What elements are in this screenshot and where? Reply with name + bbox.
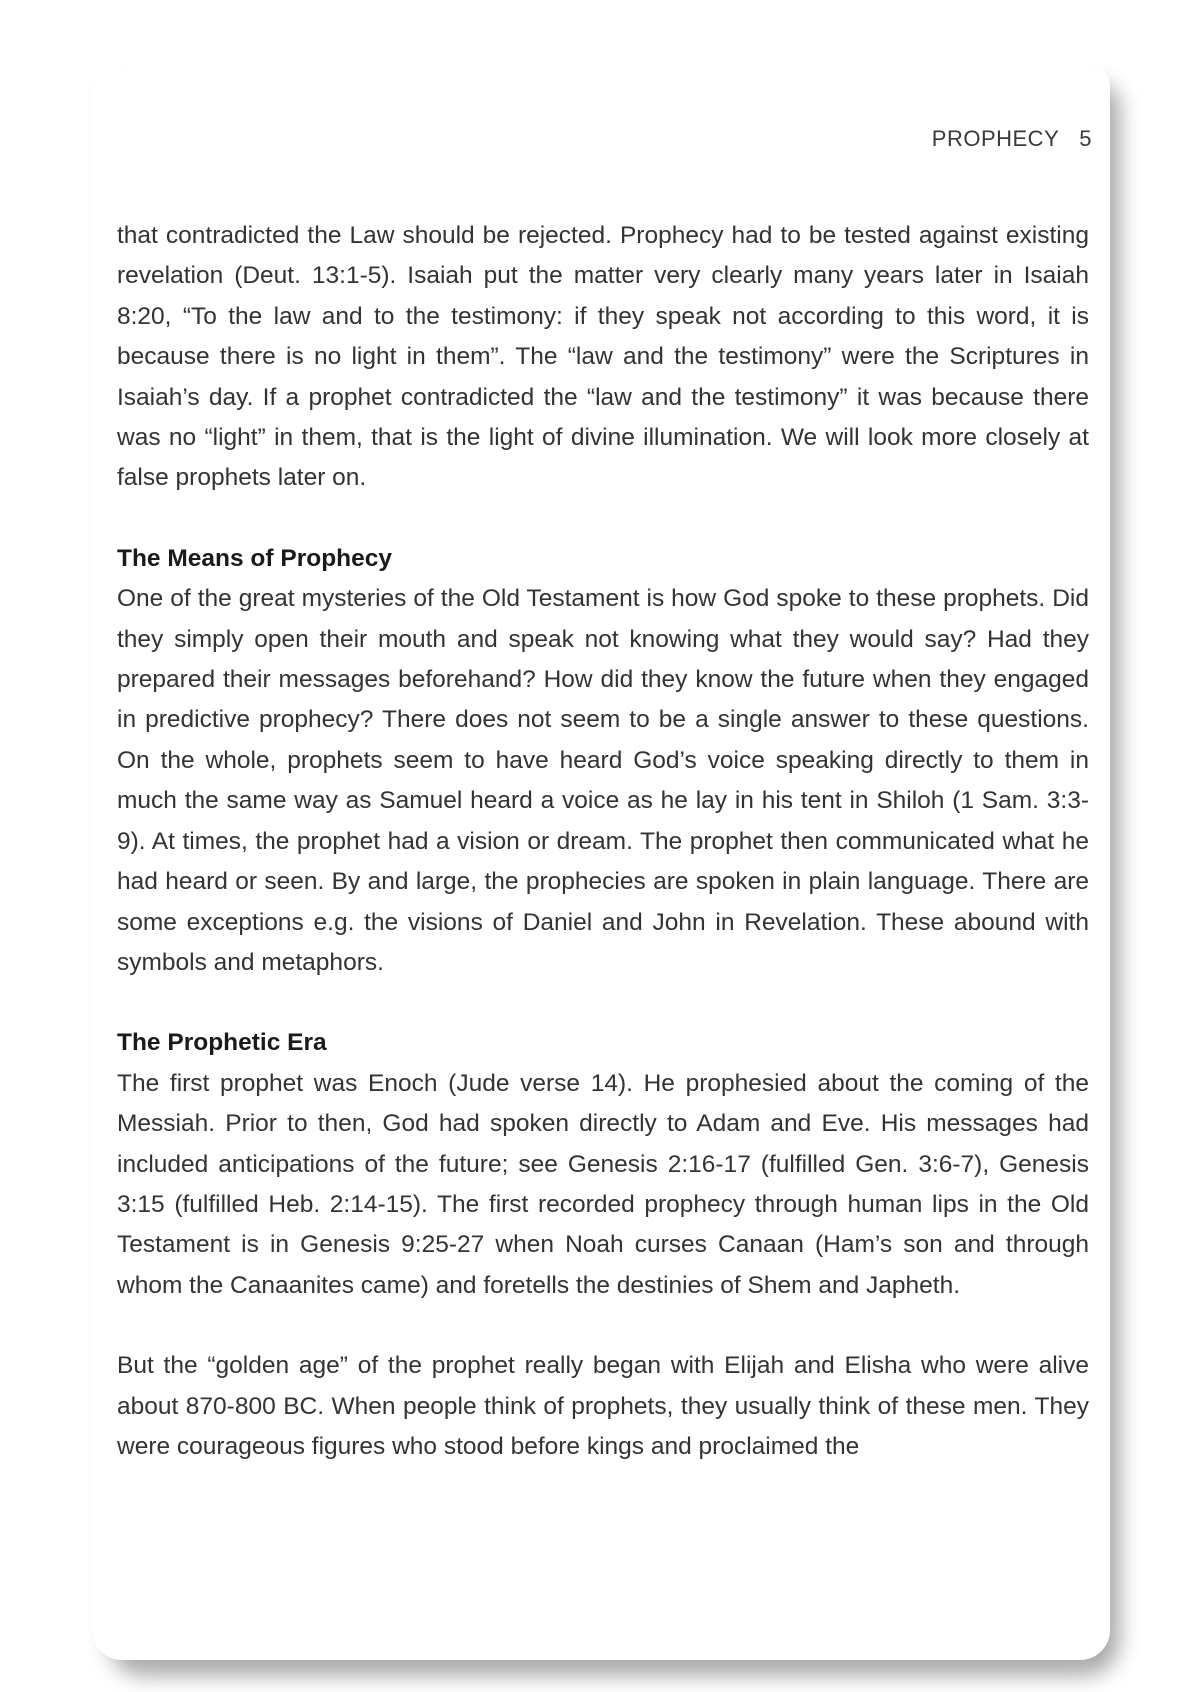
paragraph-golden-age: But the “golden age” of the prophet really began with Elijah and Elisha who were alive about 870-800 BC. When people think of prophets, they usually think of these men. They were courageous figures who stood before kings and proclaimed the bbox=[117, 1352, 1089, 1460]
running-head bbox=[932, 126, 1092, 152]
running-title: PROPHECY bbox=[931, 126, 1060, 151]
heading-means-of-prophecy: The Means of Prophecy bbox=[117, 544, 393, 572]
page-number: 5 bbox=[1079, 126, 1092, 151]
paragraph-false-prophecy: that contradicted the Law should be rejected. Prophecy had to be tested against existing revelation (Deut. 13:1-5). Isaiah put the matter very clearly many years later in Isaiah 8:20, “To the law and to the testimony: if they speak not according to this word, it is because there is no light in them”. The “law and the testimony” were the Scriptures in Isaiah’s day. If a prophet contradicted the “law and the testimony” it was because there was no “light” in them, that is the light of divine illumination. We will look more closely at false prophets later on. bbox=[117, 222, 1089, 492]
paragraph-first-prophet: The first prophet was Enoch (Jude verse 14). He prophesied about the coming of the Messiah. Prior to then, God had spoken directly to Adam and Eve. His messages had included anticipations of the future; see Genesis 2:16-17 (fulfilled Gen. 3:6-7), Genesis 3:15 (fulfilled Heb. 2:14-15). The first recorded prophecy through human lips in the Old Testament is in Genesis 9:25-27 when Noah curses Canaan (Ham’s son and through whom the Canaanites came) and foretells the destinies of Shem and Japheth. bbox=[117, 1069, 1089, 1299]
paragraph-means-of-prophecy: One of the great mysteries of the Old Testament is how God spoke to these prophets. Did they simply open their mouth and speak not knowing what they would say? Had they prepared their messages beforehand? How did they know the future when they engaged in predictive prophecy? There does not seem to be a single answer to these questions. On the whole, prophets seem to have heard God’s voice speaking directly to them in much the same way as Samuel heard a voice as he lay in his tent in Shiloh (1 Sam. 3:3-9). At times, the prophet had a vision or dream. The prophet then communicated what he had heard or seen. By and large, the prophecies are spoken in plain language. There are some exceptions e.g. the visions of Daniel and John in Revelation. These abound with symbols and metaphors. bbox=[117, 585, 1089, 976]
heading-prophetic-era: The Prophetic Era bbox=[117, 1029, 327, 1057]
page-content bbox=[117, 216, 1089, 1467]
